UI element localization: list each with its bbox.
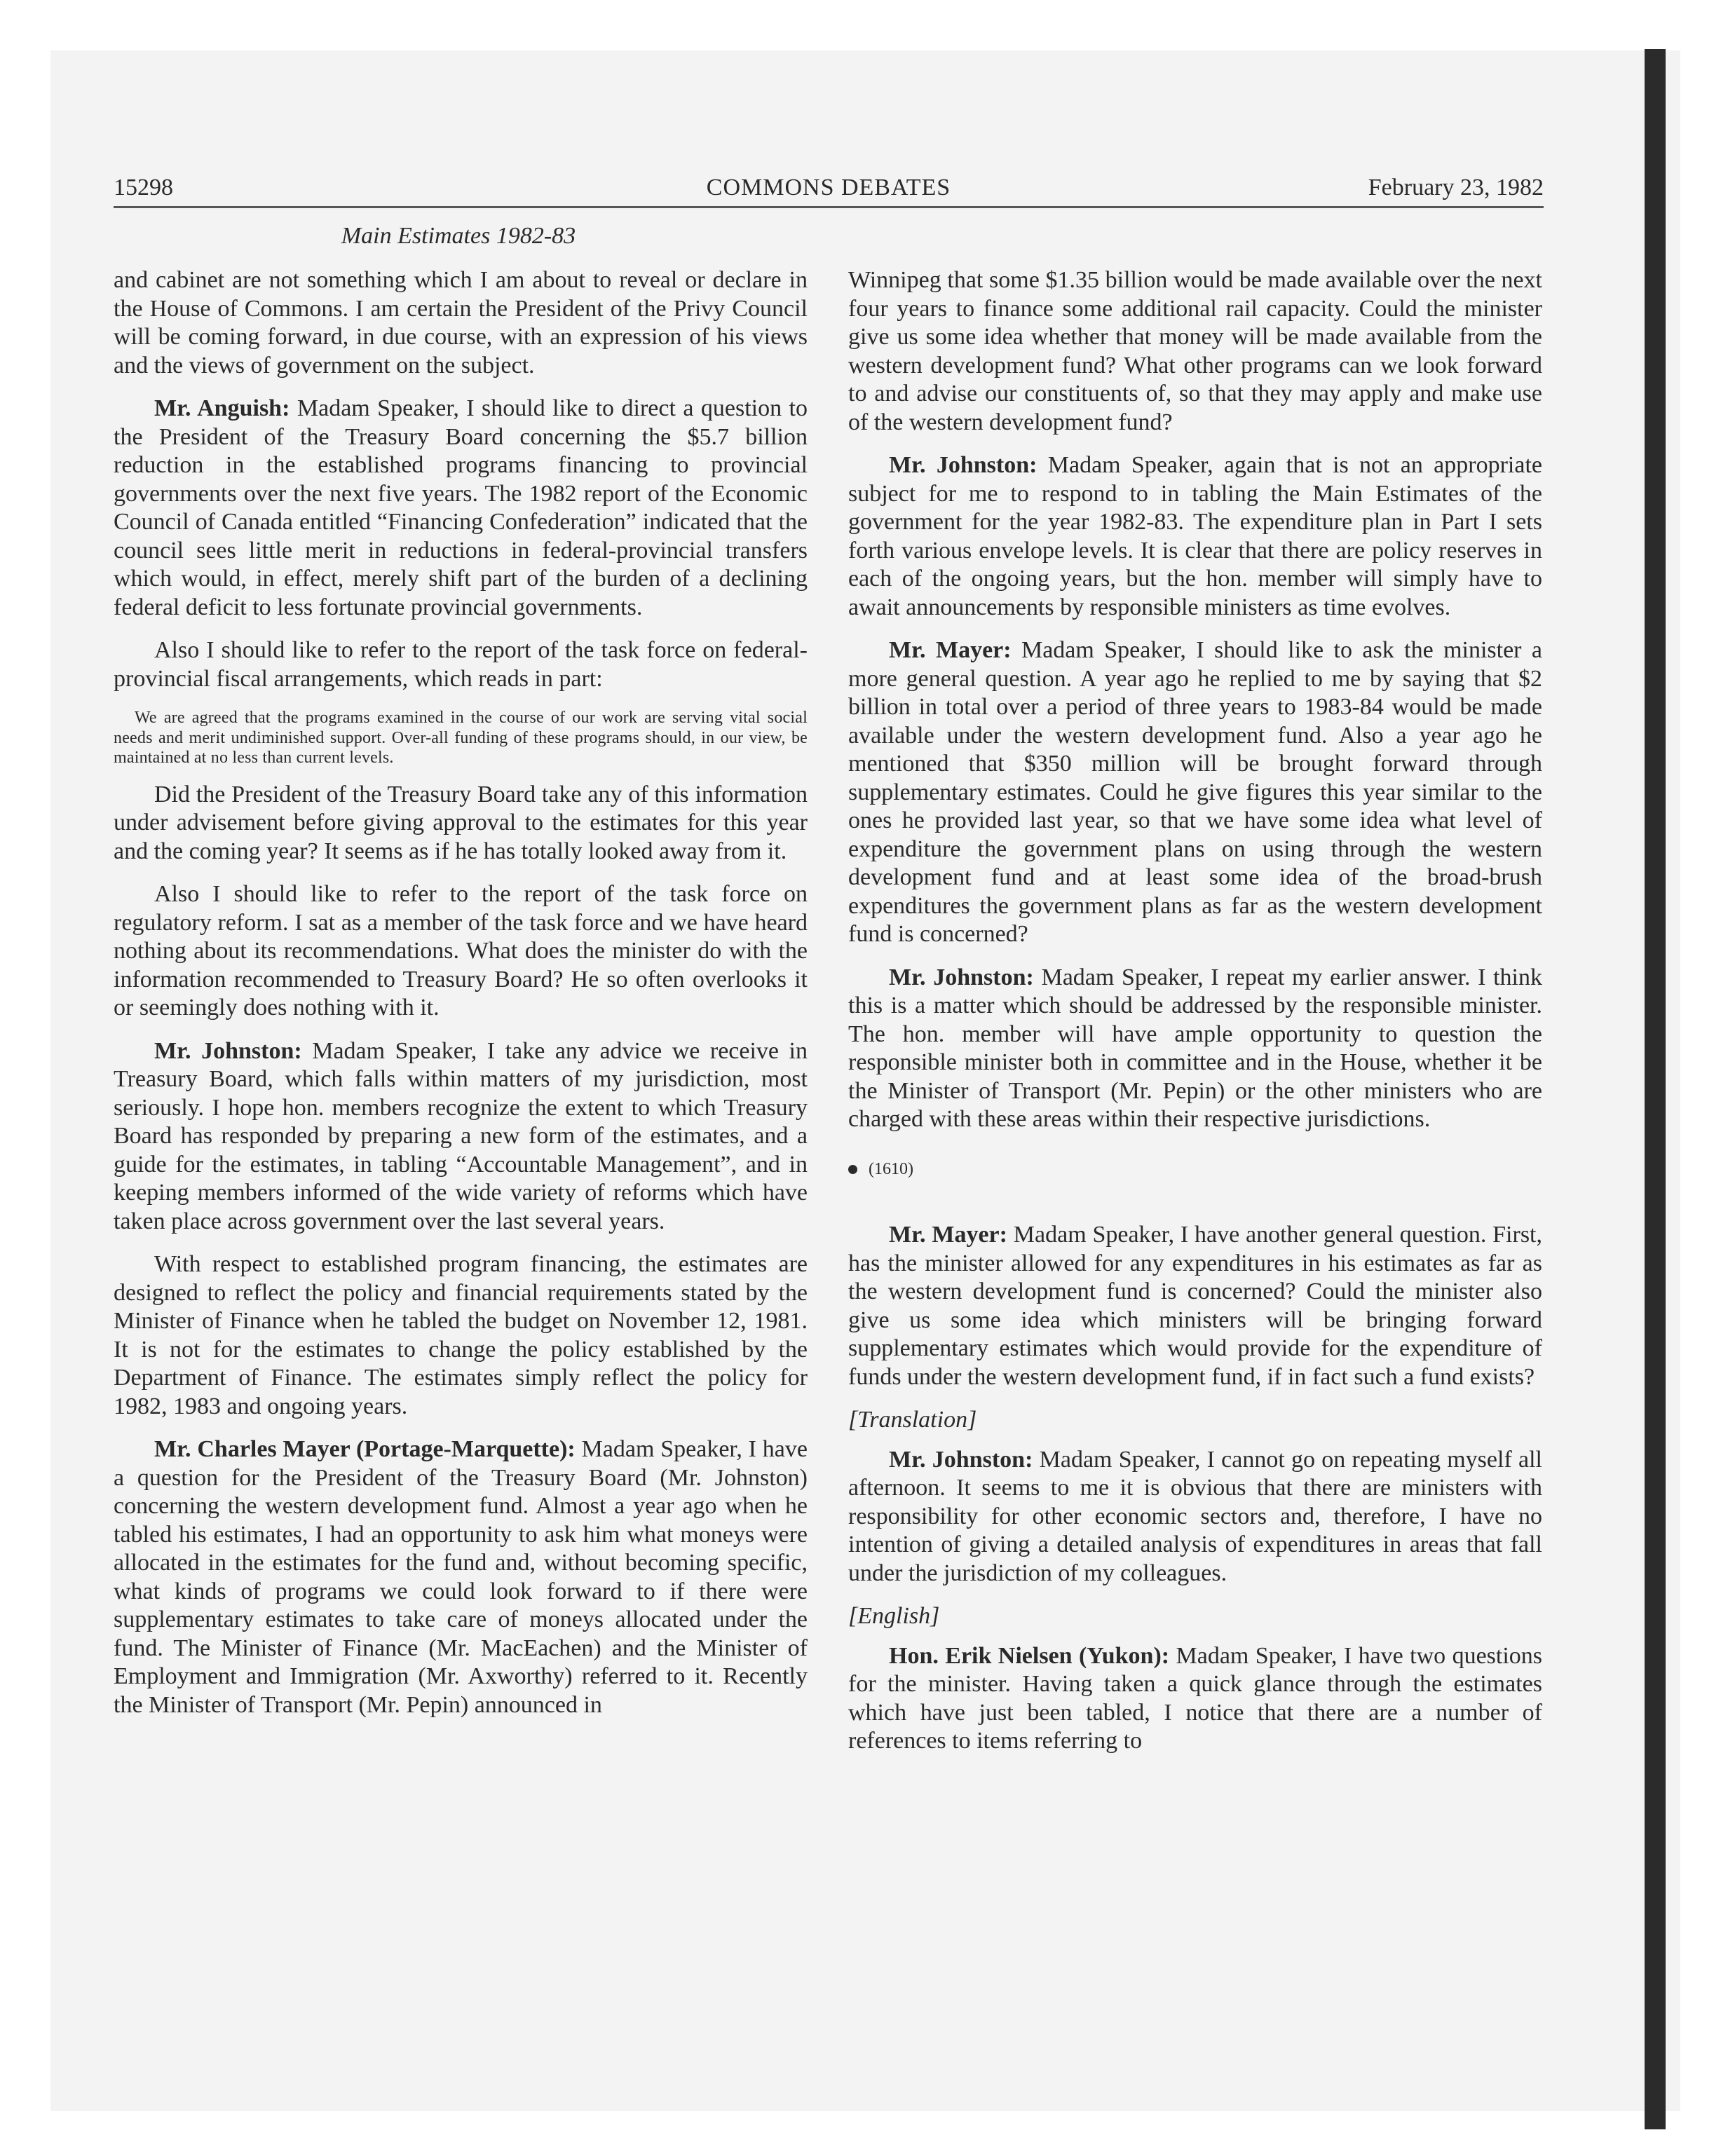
paragraph: and cabinet are not something which I am about to reveal or declare in the House of Commons. I am certain the President of the Privy Council will be coming forward, in due course, with an expression of his views and the views of government on the subject.: [114, 267, 808, 378]
speaker-name: Mr. Mayer:: [889, 637, 1012, 663]
scan-edge-bar: [1645, 49, 1666, 2129]
speaker-name: Mr. Charles Mayer (Portage-Marquette):: [154, 1436, 576, 1462]
speaker-name: Mr. Johnston:: [154, 1037, 302, 1064]
publication-title: COMMONS DEBATES: [706, 175, 951, 200]
section-label-translation: [Translation]: [848, 1407, 977, 1433]
paragraph: Also I should like to refer to the report of the task force on regulatory reform. I sat as a member of the task force and we have heard nothing about its recommendations. What does the minister do with the information recommended to Treasury Board? He so often overlooks it or seemingly does nothing with it.: [114, 881, 808, 1021]
paragraph: [114, 1037, 808, 1236]
paragraph: [114, 1435, 808, 1719]
speaker-name: Hon. Erik Nielsen (Yukon):: [889, 1642, 1170, 1669]
speech-text: Madam Speaker, I have another general question. First, has the minister allowed for any expenditures in his estimates as far as the western development fund is concerned? Could the minister also give us some idea which ministers will be bringing forward supplementary estimates which would provide for the expenditure of funds under the western development fund, if in fact such a fund exists?: [848, 1222, 1542, 1390]
speech-text: Madam Speaker, I take any advice we receive in Treasury Board, which falls within matters of my jurisdiction, most seriously. I hope hon. members recognize the extent to which Treasury Board has responded by preparing a new form of the estimates, and a guide for the estimates, in tabling “Accountable Management”, and in keeping members informed of the wide variety of reforms which have taken place across government over the last several years.: [114, 1037, 808, 1234]
paragraph: Also I should like to refer to the report of the task force on federal-provincial fiscal arrangements, which reads in part:: [114, 637, 808, 692]
speaker-name: Mr. Anguish:: [154, 395, 290, 421]
time-marker-text: (1610): [869, 1159, 913, 1178]
speech-text: Madam Speaker, I should like to direct a question to the President of the Treasury Board concerning the $5.7 billion reduction in the established programs financing to provincial governments over the next five years. The 1982 report of the Economic Council of Canada entitled “Financing Confederation” indicated that the council sees little merit in reductions in federal-provincial transfers which would, in effect, merely shift part of the burden of a declining federal deficit to less fortunate provincial governments.: [114, 395, 808, 620]
speech-text: Madam Speaker, I have two questions for the minister. Having taken a quick glance through the estimates which have just been tabled, I notice that there are a number of references to items referring to: [848, 1642, 1543, 1754]
section-label-english: [English]: [848, 1603, 940, 1629]
header-date: February 23, 1982: [1368, 175, 1544, 200]
speech-text: Madam Speaker, again that is not an appropriate subject for me to respond to in tabling the Main Estimates of the government for the year 1982-83. The expenditure plan in Part I sets forth various envelope levels. It is clear that there are policy reserves in each of the ongoing years, but the hon. member will simply have to await announcements by responsible ministers as time evolves.: [848, 452, 1542, 620]
paragraph: [848, 451, 1542, 622]
paragraph: [848, 636, 1542, 949]
subheading: Main Estimates 1982-83: [341, 223, 576, 249]
paragraph: [848, 964, 1542, 1134]
right-column: [848, 266, 1542, 1770]
time-marker: [848, 1155, 1542, 1184]
speech-text: Madam Speaker, I have a question for the President of the Treasury Board (Mr. Johnston) concerning the western development fund. Almost a year ago when he tabled his estimates, I had an opportunity to ask him what moneys were allocated in the estimates for the fund and, without becoming specific, what kinds of programs we could look forward to if there were supplementary estimates to take care of moneys allocated under the fund. The Minister of Finance (Mr. MacEachen) and the Minister of Employment and Immigration (Mr. Axworthy) referred to it. Recently the Minister of Transport (Mr. Pepin) announced in: [114, 1436, 808, 1718]
page-number: 15298: [114, 175, 173, 200]
speaker-name: Mr. Johnston:: [889, 964, 1034, 990]
speech-text: Madam Speaker, I repeat my earlier answer. I think this is a matter which should be addressed by the responsible minister. The hon. member will have ample opportunity to question the responsible minister both in committee and in the House, whether it be the Minister of Transport (Mr. Pepin) or the other ministers who are charged with these areas within their respective jurisdictions.: [848, 964, 1542, 1132]
bullet-icon: [848, 1165, 857, 1174]
paragraph: [848, 1221, 1542, 1391]
paragraph: [848, 1642, 1542, 1756]
page-header: [114, 174, 1544, 208]
left-column: [114, 266, 808, 1734]
paragraph: Did the President of the Treasury Board take any of this information under advisement before giving approval to the estimates for this year and the coming year? It seems as if he has totally looked away from it.: [114, 781, 808, 864]
paragraph: Winnipeg that some $1.35 billion would be made available over the next four years to finance some additional rail capacity. Could the minister give us some idea whether that money will be made available from the western development fund? What other programs can we look forward to and advise our constituents of, so that they may apply and make use of the western development fund?: [848, 267, 1542, 435]
block-quote: We are agreed that the programs examined in the course of our work are serving vital social needs and merit undiminished support. Over-all funding of these programs should, in our view, be maintained at no less than current levels.: [114, 709, 808, 767]
speech-text: Madam Speaker, I should like to ask the minister a more general question. A year ago he replied to me by saying that $2 billion in total over a period of three years to 1983-84 would be made available under the western development fund. Also a year ago he mentioned that $350 million will be brought forward through supplementary estimates. Could he give figures this year similar to the ones he provided last year, so that we have some idea what level of expenditure the government plans on using through the western development fund and at least some idea of the broad-brush expenditures the government plans as far as the western development fund is concerned?: [848, 637, 1543, 947]
paragraph: [848, 1446, 1542, 1588]
paragraph: With respect to established program financing, the estimates are designed to reflect the policy and financial requirements stated by the Minister of Finance when he tabled the budget on November 12, 1981. It is not for the estimates to change the policy established by the Department of Finance. The estimates simply reflect the policy for 1982, 1983 and ongoing years.: [114, 1251, 808, 1419]
speaker-name: Mr. Johnston:: [889, 1446, 1033, 1473]
speaker-name: Mr. Mayer:: [889, 1222, 1007, 1248]
paragraph: [114, 395, 808, 622]
speech-text: Madam Speaker, I cannot go on repeating myself all afternoon. It seems to me it is obvious that there are ministers with responsibility for other economic sectors and, therefore, I have no intention of giving a detailed analysis of expenditures in areas that fall under the jurisdiction of my colleagues.: [848, 1446, 1542, 1586]
speaker-name: Mr. Johnston:: [889, 452, 1037, 478]
